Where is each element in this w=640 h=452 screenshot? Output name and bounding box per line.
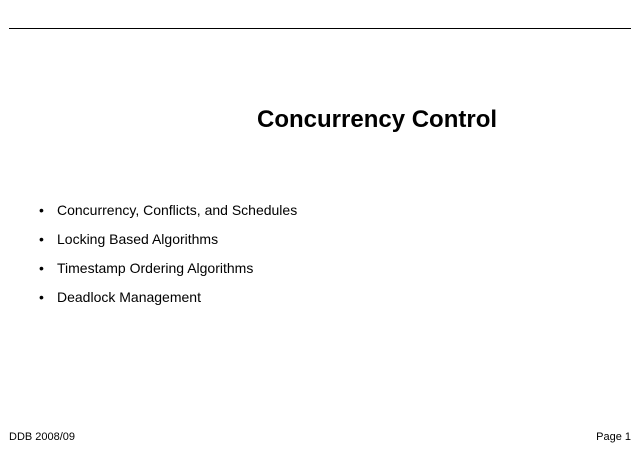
bullet-text: Locking Based Algorithms <box>57 231 219 247</box>
bullet-text: Timestamp Ordering Algorithms <box>57 260 254 276</box>
bullet-marker: • <box>39 289 44 305</box>
bullet-text: Concurrency, Conflicts, and Schedules <box>57 202 298 218</box>
footer-page-number: Page 1 <box>596 431 631 443</box>
bullet-marker: • <box>39 202 44 218</box>
bullet-marker: • <box>39 260 44 276</box>
slide-title: Concurrency Control <box>257 106 498 133</box>
bullet-marker: • <box>39 231 44 247</box>
bullet-text: Deadlock Management <box>57 289 201 305</box>
top-divider <box>9 28 631 29</box>
footer-course-label: DDB 2008/09 <box>9 431 76 443</box>
